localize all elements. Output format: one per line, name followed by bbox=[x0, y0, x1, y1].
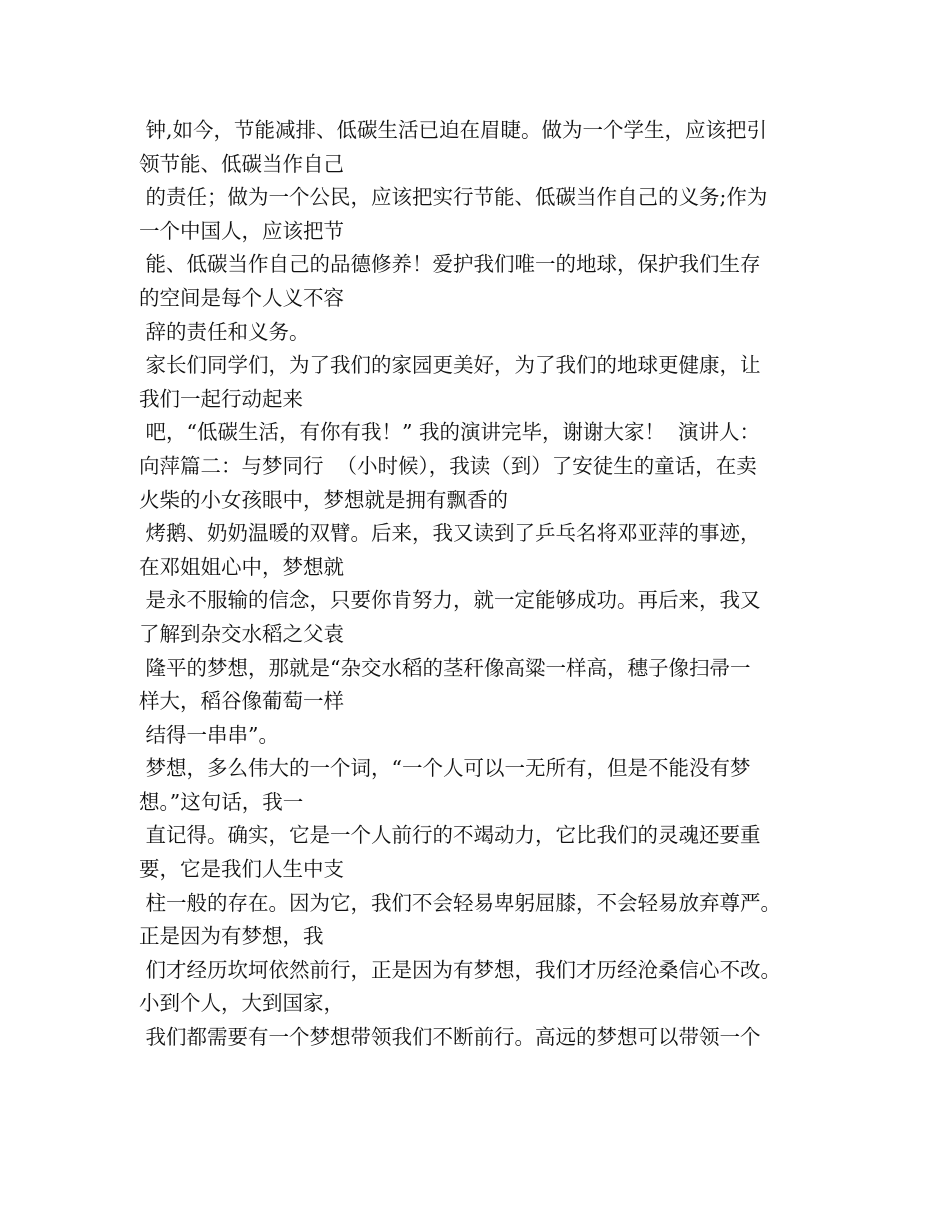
text-line: 我们一起行动起来 bbox=[139, 386, 303, 411]
text-line: 样大，稻谷像葡萄一样 bbox=[139, 689, 344, 714]
text-line: 的责任；做为一个公民，应该把实行节能、低碳当作自己的义务;作为 bbox=[139, 185, 768, 210]
text-line: 们才经历坎坷依然前行，正是因为有梦想，我们才历经沧桑信心不改。 bbox=[139, 957, 782, 982]
text-line: 在邓姐姐心中，梦想就 bbox=[139, 554, 344, 579]
text-line: 了解到杂交水稻之父袁 bbox=[139, 621, 344, 646]
text-line: 柱一般的存在。因为它，我们不会轻易卑躬屈膝，不会轻易放弃尊严。 bbox=[139, 890, 782, 915]
text-line: 烤鹅、奶奶温暖的双臂。后来，我又读到了乒乓名将邓亚萍的事迹， bbox=[139, 521, 761, 546]
text-line: 火柴的小女孩眼中，梦想就是拥有飘香的 bbox=[139, 487, 508, 512]
text-line: 的空间是每个人义不容 bbox=[139, 285, 344, 310]
text-line: 钟,如今，节能减排、低碳生活已迫在眉睫。做为一个学生，应该把引 bbox=[139, 118, 768, 142]
text-line: 梦想，多么伟大的一个词，“一个人可以一无所有，但是不能没有梦 bbox=[139, 756, 751, 781]
text-line: 小到个人，大到国家， bbox=[139, 991, 344, 1016]
text-line: 直记得。确实，它是一个人前行的不竭动力，它比我们的灵魂还要重 bbox=[139, 823, 761, 848]
text-line: 是永不服输的信念，只要你肯努力，就一定能够成功。再后来，我又 bbox=[139, 588, 761, 613]
text-line: 隆平的梦想，那就是“杂交水稻的茎秆像高粱一样高，穗子像扫帚一 bbox=[139, 655, 751, 680]
text-line: 要，它是我们人生中支 bbox=[139, 857, 344, 882]
text-line: 辞的责任和义务。 bbox=[139, 319, 310, 344]
text-line: 家长们同学们，为了我们的家园更美好，为了我们的地球更健康，让 bbox=[139, 353, 761, 378]
text-line: 正是因为有梦想，我 bbox=[139, 924, 324, 949]
text-line: 结得一串串”。 bbox=[139, 722, 279, 747]
body-text bbox=[139, 114, 829, 1055]
text-line: 能、低碳当作自己的品德修养！爱护我们唯一的地球，保护我们生存 bbox=[139, 252, 761, 277]
text-line: 向萍篇二：与梦同行 （小时候），我读（到）了安徒生的童话，在卖 bbox=[139, 453, 757, 478]
text-line: 领节能、低碳当作自己 bbox=[139, 151, 344, 176]
text-line: 想。”这句话，我一 bbox=[139, 789, 304, 814]
text-line: 一个中国人，应该把节 bbox=[139, 218, 344, 243]
text-line: 吧，“低碳生活，有你有我！” 我的演讲完毕，谢谢大家！ 演讲人： bbox=[139, 420, 761, 445]
text-line: 我们都需要有一个梦想带领我们不断前行。高远的梦想可以带领一个 bbox=[139, 1025, 761, 1050]
